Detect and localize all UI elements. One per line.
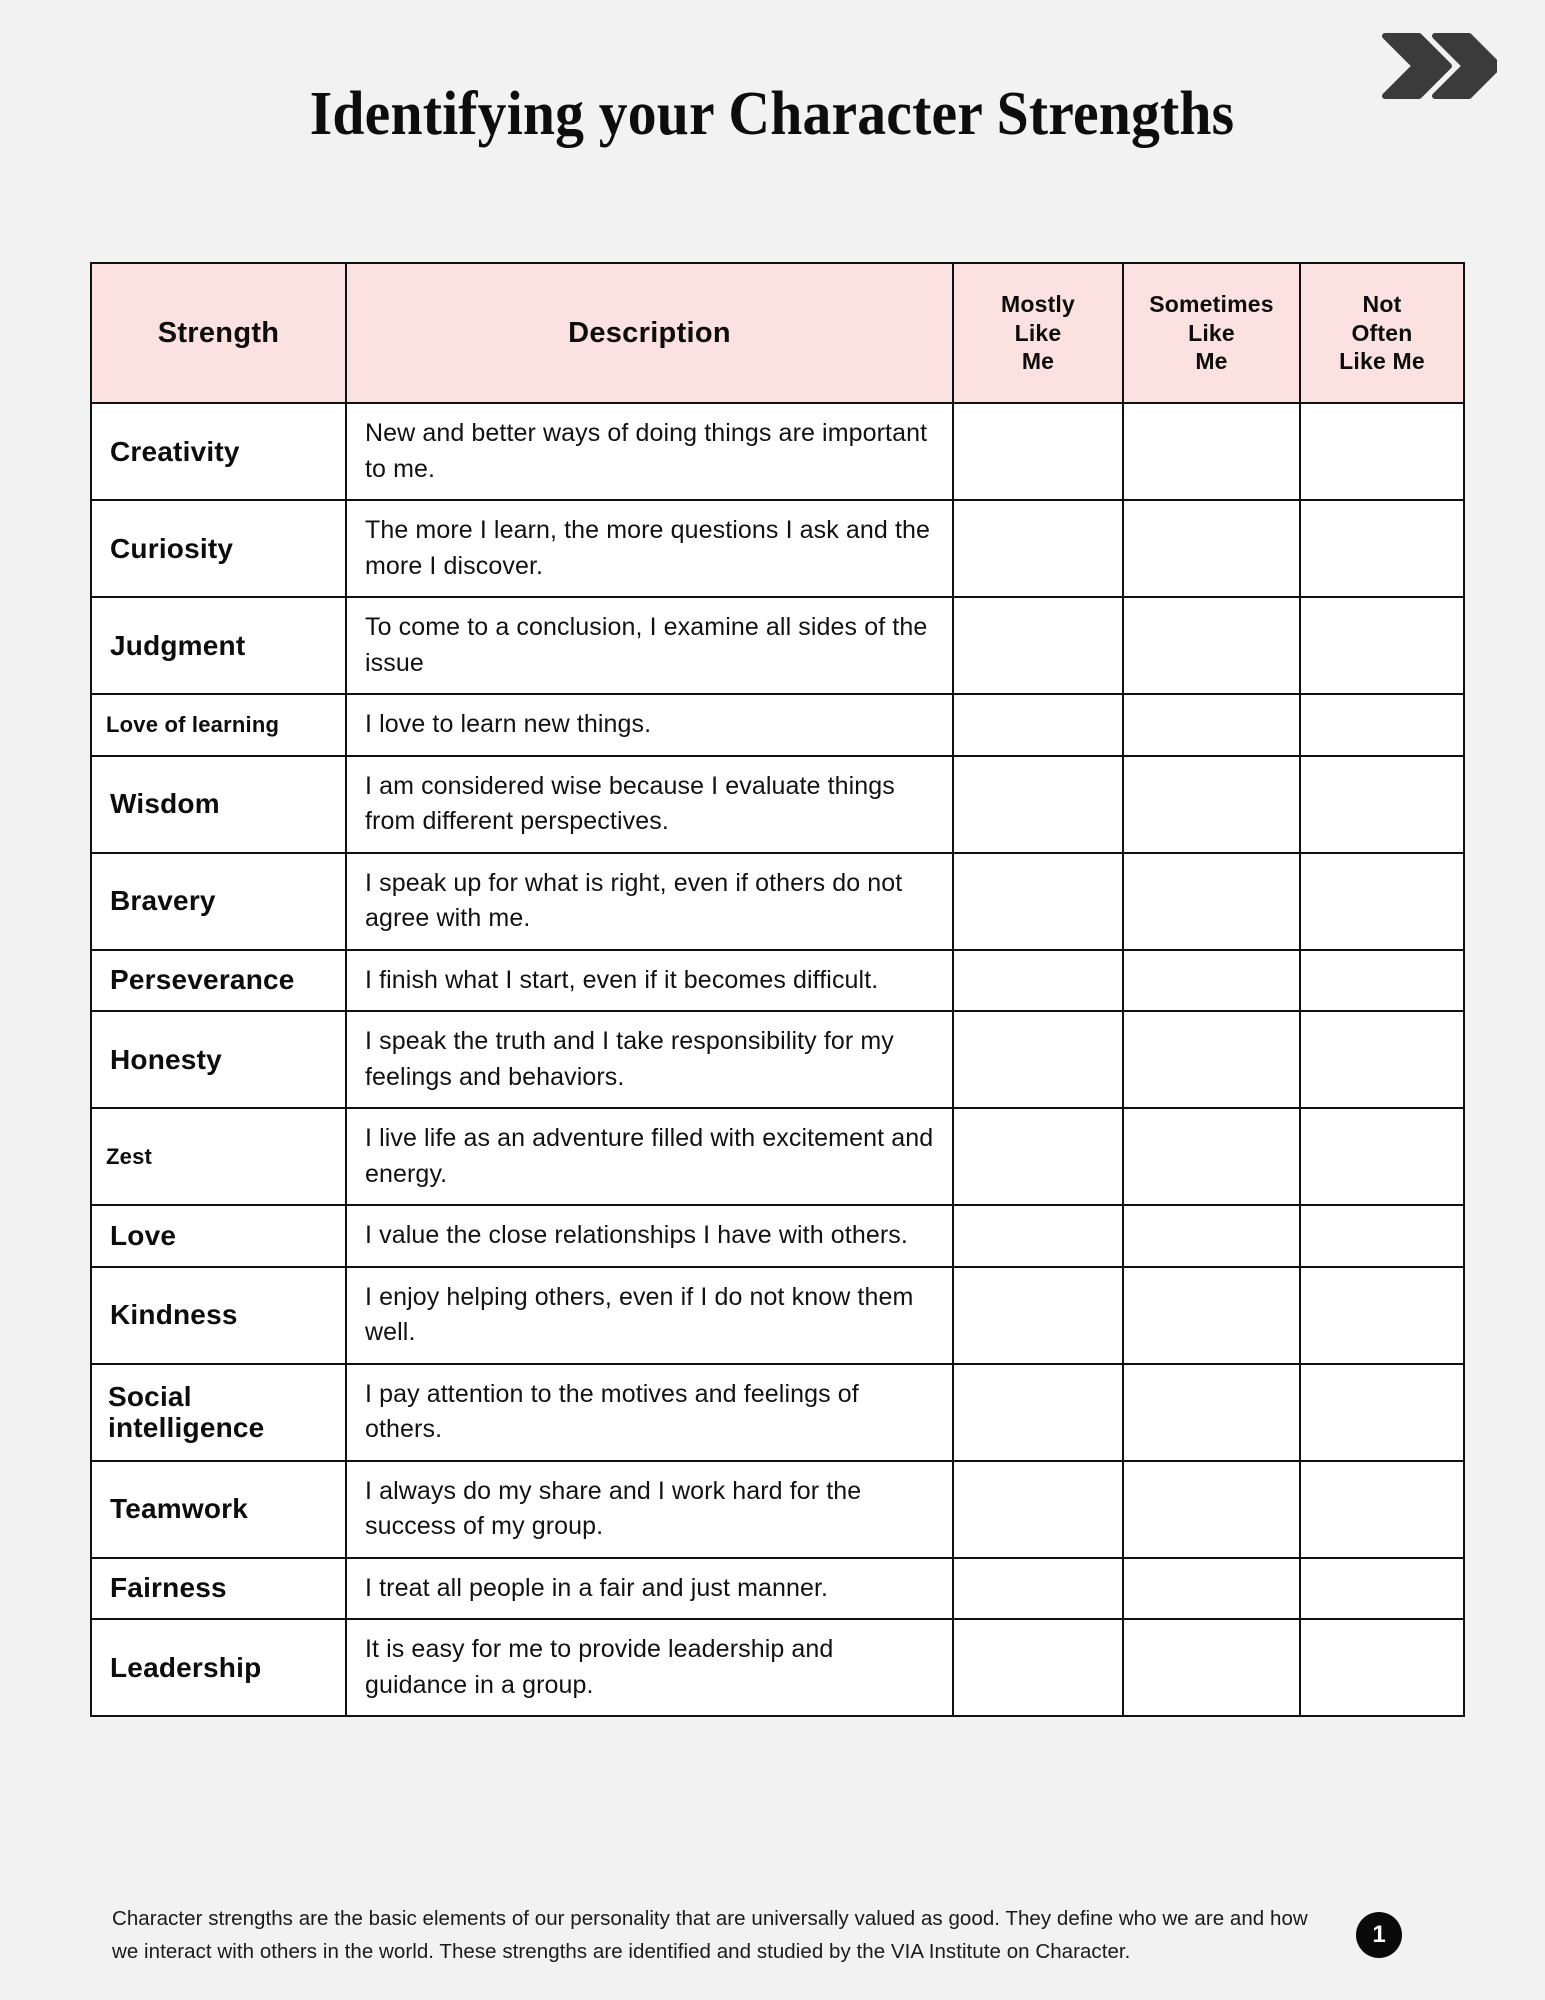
column-header-description: Description bbox=[346, 263, 953, 403]
checkbox-cell-sometimes[interactable] bbox=[1123, 1108, 1300, 1205]
strengths-table-container bbox=[90, 262, 1463, 1717]
table-row bbox=[91, 1619, 1464, 1716]
strength-name: Bravery bbox=[91, 853, 346, 950]
strength-description: I enjoy helping others, even if I do not know them well. bbox=[346, 1267, 953, 1364]
strength-name: Curiosity bbox=[91, 500, 346, 597]
checkbox-cell-sometimes[interactable] bbox=[1123, 950, 1300, 1012]
checkbox-cell-mostly[interactable] bbox=[953, 1619, 1123, 1716]
checkbox-cell-mostly[interactable] bbox=[953, 756, 1123, 853]
strength-name: Love of learning bbox=[91, 694, 346, 756]
checkbox-cell-sometimes[interactable] bbox=[1123, 403, 1300, 500]
checkbox-cell-mostly[interactable] bbox=[953, 1558, 1123, 1620]
checkbox-cell-sometimes[interactable] bbox=[1123, 1364, 1300, 1461]
strength-name: Fairness bbox=[91, 1558, 346, 1620]
checkbox-cell-sometimes[interactable] bbox=[1123, 756, 1300, 853]
strength-description: I finish what I start, even if it becomes difficult. bbox=[346, 950, 953, 1012]
header-line: Often bbox=[1351, 319, 1413, 346]
checkbox-cell-not-often[interactable] bbox=[1300, 1267, 1464, 1364]
page-title-container bbox=[0, 82, 1545, 147]
table-row bbox=[91, 403, 1464, 500]
character-strengths-table bbox=[90, 262, 1465, 1717]
table-row bbox=[91, 1108, 1464, 1205]
checkbox-cell-mostly[interactable] bbox=[953, 500, 1123, 597]
checkbox-cell-not-often[interactable] bbox=[1300, 403, 1464, 500]
checkbox-cell-not-often[interactable] bbox=[1300, 1364, 1464, 1461]
header-line: Like bbox=[1188, 319, 1235, 346]
table-row bbox=[91, 950, 1464, 1012]
column-header-not-often-like-me bbox=[1300, 263, 1464, 403]
strength-name: Social intelligence bbox=[91, 1364, 346, 1461]
checkbox-cell-not-often[interactable] bbox=[1300, 1461, 1464, 1558]
table-row bbox=[91, 853, 1464, 950]
column-header-mostly-like-me bbox=[953, 263, 1123, 403]
table-header bbox=[91, 263, 1464, 403]
table-row bbox=[91, 1011, 1464, 1108]
strength-description: I pay attention to the motives and feelings of others. bbox=[346, 1364, 953, 1461]
table-row bbox=[91, 500, 1464, 597]
header-line: Like Me bbox=[1339, 348, 1425, 375]
checkbox-cell-not-often[interactable] bbox=[1300, 597, 1464, 694]
checkbox-cell-not-often[interactable] bbox=[1300, 1558, 1464, 1620]
table-row bbox=[91, 1461, 1464, 1558]
strength-name: Perseverance bbox=[91, 950, 346, 1012]
strength-description: I am considered wise because I evaluate things from different perspectives. bbox=[346, 756, 953, 853]
strength-name: Wisdom bbox=[91, 756, 346, 853]
table-row bbox=[91, 1364, 1464, 1461]
checkbox-cell-sometimes[interactable] bbox=[1123, 1461, 1300, 1558]
strength-name: Leadership bbox=[91, 1619, 346, 1716]
checkbox-cell-not-often[interactable] bbox=[1300, 694, 1464, 756]
checkbox-cell-mostly[interactable] bbox=[953, 403, 1123, 500]
checkbox-cell-mostly[interactable] bbox=[953, 694, 1123, 756]
checkbox-cell-mostly[interactable] bbox=[953, 597, 1123, 694]
strength-description: The more I learn, the more questions I ask and the more I discover. bbox=[346, 500, 953, 597]
checkbox-cell-mostly[interactable] bbox=[953, 853, 1123, 950]
table-row bbox=[91, 597, 1464, 694]
checkbox-cell-sometimes[interactable] bbox=[1123, 694, 1300, 756]
checkbox-cell-mostly[interactable] bbox=[953, 950, 1123, 1012]
column-header-strength: Strength bbox=[91, 263, 346, 403]
strength-description: I love to learn new things. bbox=[346, 694, 953, 756]
table-row bbox=[91, 694, 1464, 756]
table-row bbox=[91, 1205, 1464, 1267]
checkbox-cell-mostly[interactable] bbox=[953, 1364, 1123, 1461]
header-line: Not bbox=[1362, 290, 1402, 317]
header-line: Me bbox=[1195, 348, 1228, 375]
footer bbox=[112, 1902, 1402, 1968]
checkbox-cell-mostly[interactable] bbox=[953, 1267, 1123, 1364]
strength-name: Creativity bbox=[91, 403, 346, 500]
strength-name: Honesty bbox=[91, 1011, 346, 1108]
footer-note: Character strengths are the basic elements of our personality that are universally valued as good. They define who we are and how we interact with others in the world. These strengths are identified and studied by the VIA Institute on Character. bbox=[112, 1906, 1308, 1963]
checkbox-cell-not-often[interactable] bbox=[1300, 950, 1464, 1012]
table-body bbox=[91, 403, 1464, 1716]
strength-description: I treat all people in a fair and just manner. bbox=[346, 1558, 953, 1620]
checkbox-cell-sometimes[interactable] bbox=[1123, 597, 1300, 694]
strength-description: To come to a conclusion, I examine all sides of the issue bbox=[346, 597, 953, 694]
checkbox-cell-sometimes[interactable] bbox=[1123, 1011, 1300, 1108]
checkbox-cell-mostly[interactable] bbox=[953, 1011, 1123, 1108]
checkbox-cell-sometimes[interactable] bbox=[1123, 1205, 1300, 1267]
header-line: Me bbox=[1021, 348, 1055, 375]
checkbox-cell-not-often[interactable] bbox=[1300, 756, 1464, 853]
strength-description: I always do my share and I work hard for the success of my group. bbox=[346, 1461, 953, 1558]
header-line: Mostly bbox=[1000, 290, 1076, 317]
checkbox-cell-sometimes[interactable] bbox=[1123, 1267, 1300, 1364]
strength-name: Kindness bbox=[91, 1267, 346, 1364]
checkbox-cell-sometimes[interactable] bbox=[1123, 500, 1300, 597]
strength-name: Love bbox=[91, 1205, 346, 1267]
header-line: Sometimes bbox=[1149, 290, 1274, 317]
column-header-sometimes-like-me bbox=[1123, 263, 1300, 403]
table-row bbox=[91, 756, 1464, 853]
table-row bbox=[91, 1267, 1464, 1364]
strength-name: Zest bbox=[91, 1108, 346, 1205]
checkbox-cell-not-often[interactable] bbox=[1300, 1108, 1464, 1205]
checkbox-cell-sometimes[interactable] bbox=[1123, 1619, 1300, 1716]
page-number-badge: 1 bbox=[1356, 1912, 1402, 1958]
table-header-row bbox=[91, 263, 1464, 403]
strength-description: It is easy for me to provide leadership and guidance in a group. bbox=[346, 1619, 953, 1716]
checkbox-cell-not-often[interactable] bbox=[1300, 1011, 1464, 1108]
checkbox-cell-not-often[interactable] bbox=[1300, 500, 1464, 597]
page-title: Identifying your Character Strengths bbox=[310, 80, 1235, 148]
strength-name: Teamwork bbox=[91, 1461, 346, 1558]
checkbox-cell-sometimes[interactable] bbox=[1123, 1558, 1300, 1620]
strength-description: I speak the truth and I take responsibility for my feelings and behaviors. bbox=[346, 1011, 953, 1108]
strength-description: I live life as an adventure filled with excitement and energy. bbox=[346, 1108, 953, 1205]
checkbox-cell-not-often[interactable] bbox=[1300, 1205, 1464, 1267]
strength-description: New and better ways of doing things are important to me. bbox=[346, 403, 953, 500]
strength-name: Judgment bbox=[91, 597, 346, 694]
checkbox-cell-mostly[interactable] bbox=[953, 1461, 1123, 1558]
checkbox-cell-sometimes[interactable] bbox=[1123, 853, 1300, 950]
checkbox-cell-not-often[interactable] bbox=[1300, 853, 1464, 950]
strength-description: I speak up for what is right, even if others do not agree with me. bbox=[346, 853, 953, 950]
strength-description: I value the close relationships I have with others. bbox=[346, 1205, 953, 1267]
checkbox-cell-not-often[interactable] bbox=[1300, 1619, 1464, 1716]
header-line: Like bbox=[1014, 319, 1062, 346]
checkbox-cell-mostly[interactable] bbox=[953, 1205, 1123, 1267]
checkbox-cell-mostly[interactable] bbox=[953, 1108, 1123, 1205]
table-row bbox=[91, 1558, 1464, 1620]
